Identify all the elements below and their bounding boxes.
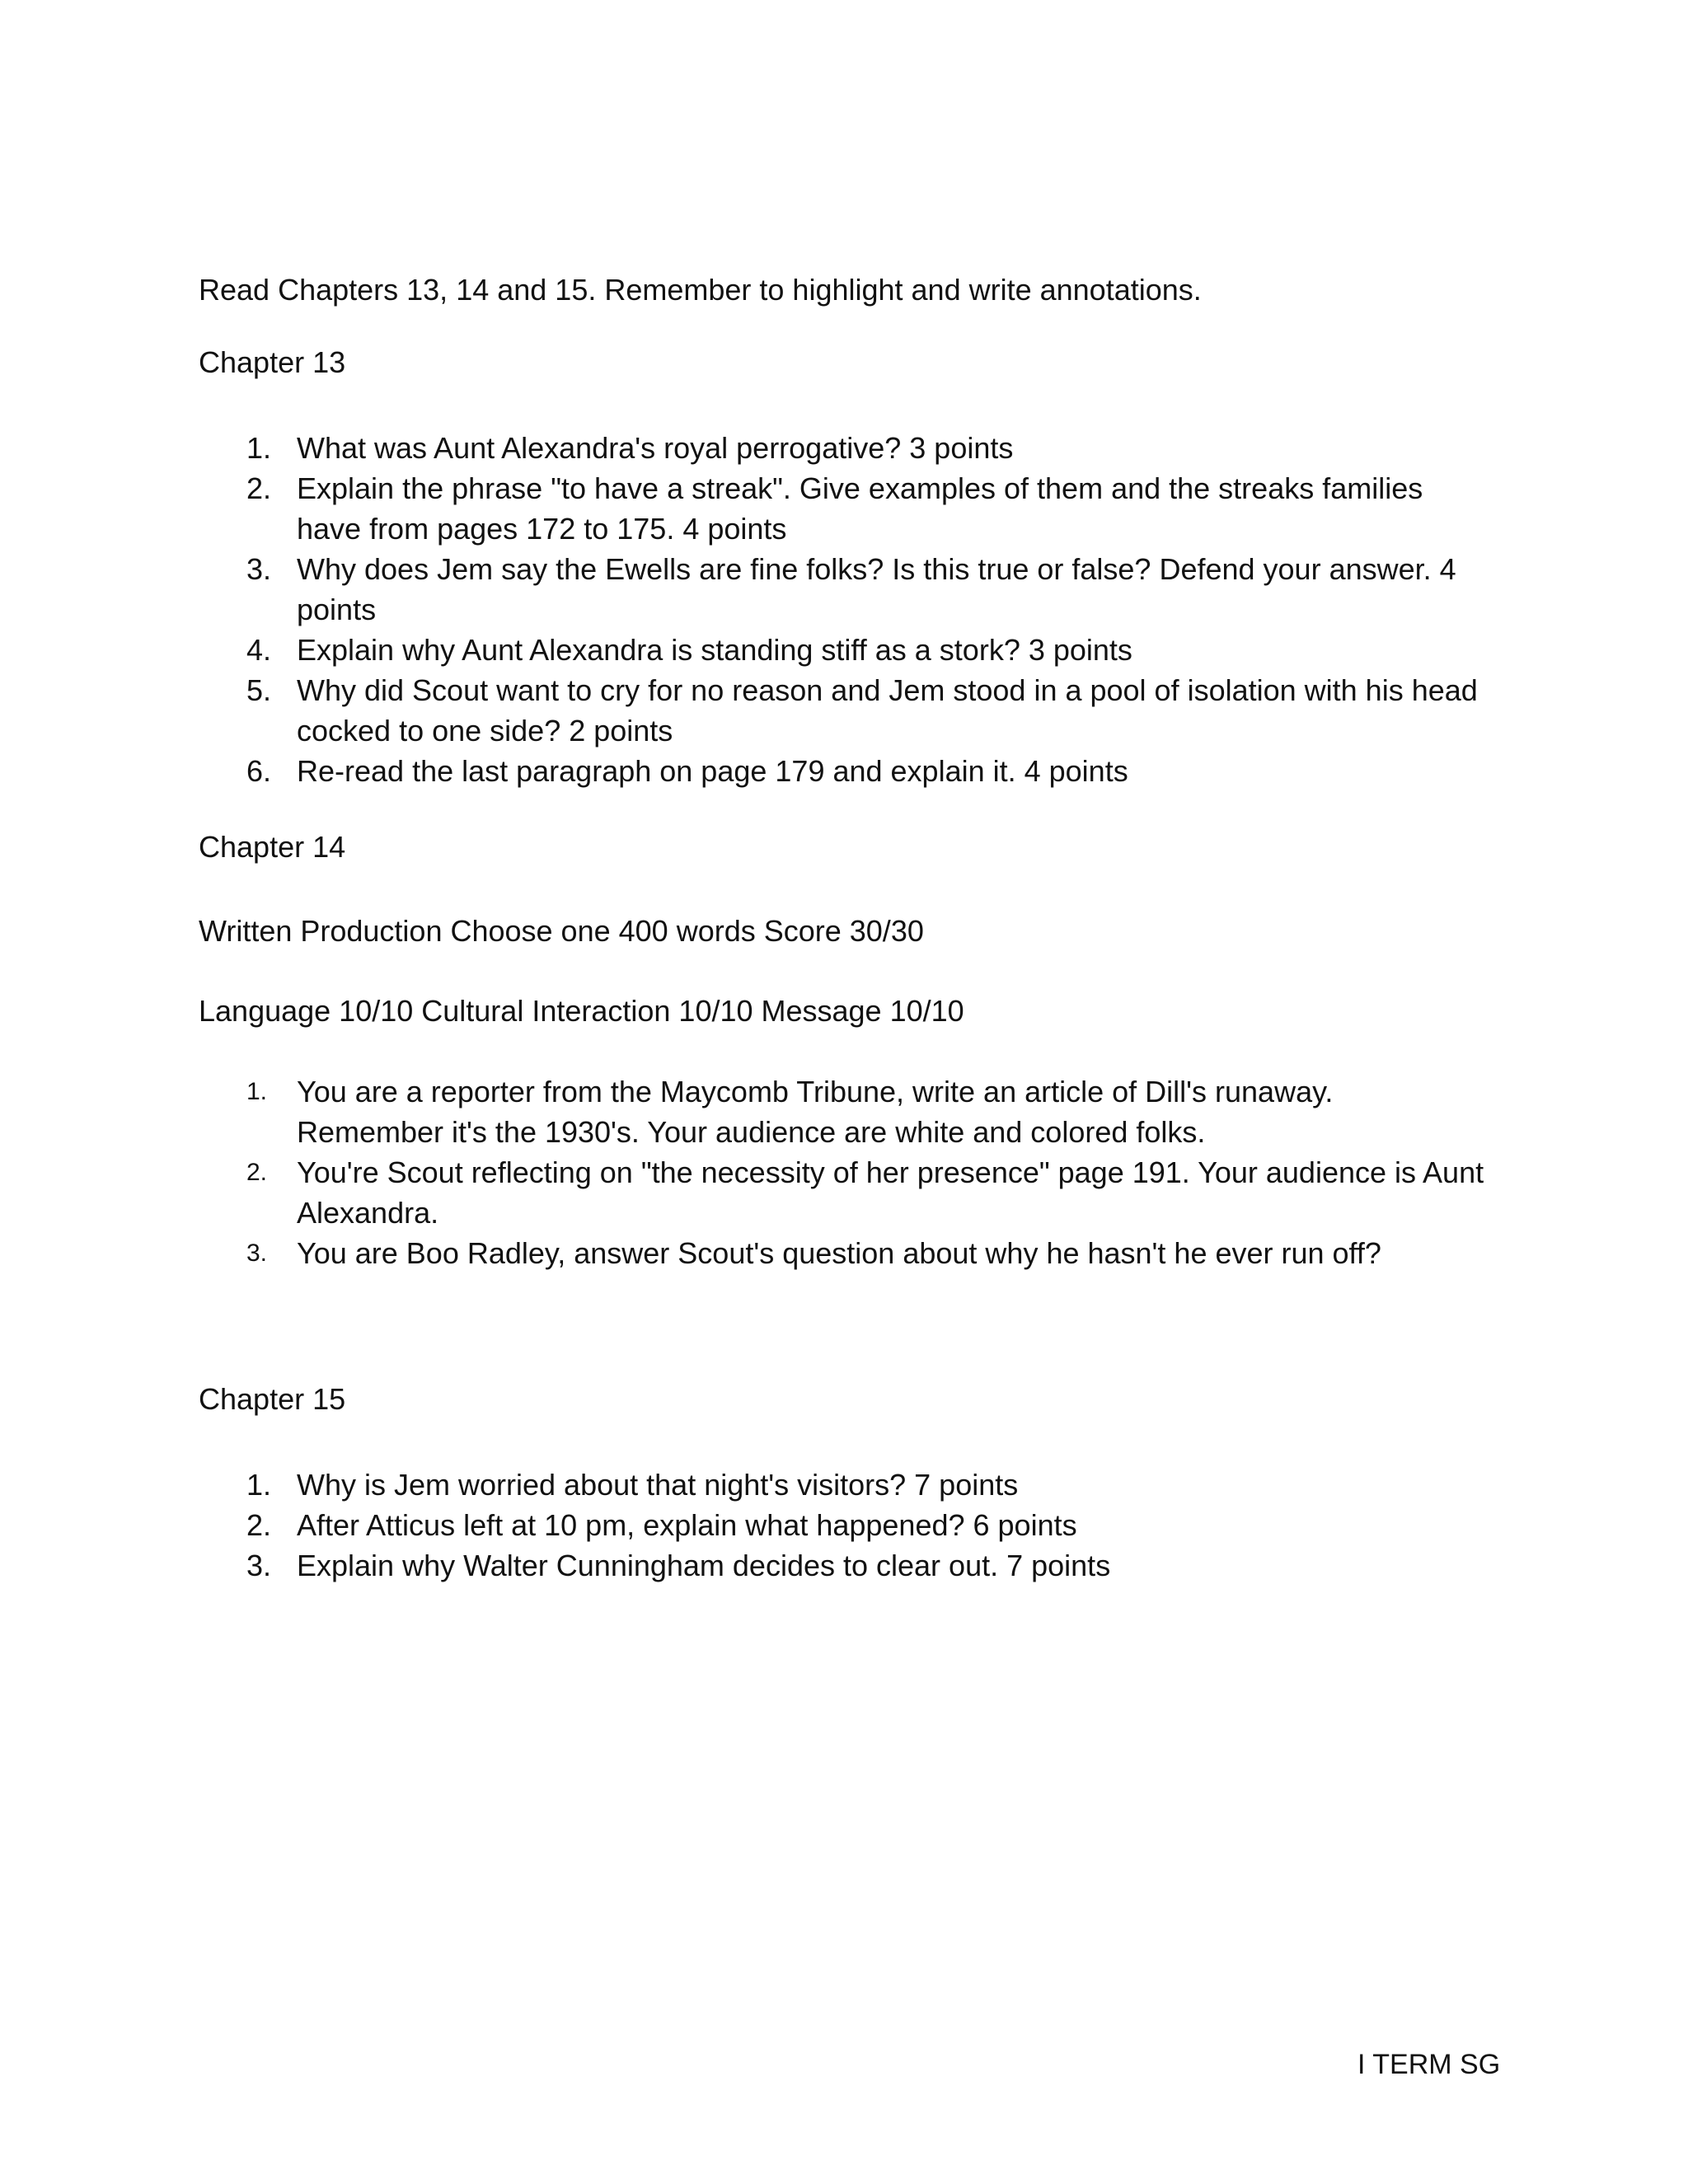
list-number: 1. (246, 1078, 268, 1105)
list-item (199, 468, 1484, 549)
chapter-15-questions (199, 1465, 1484, 1586)
rubric-text: Language 10/10 Cultural Interaction 10/10 Message 10/10 (199, 994, 964, 1028)
list-item (199, 1233, 1484, 1273)
list-item (199, 549, 1484, 630)
list-number: 6. (246, 754, 272, 788)
chapter-15-heading: Chapter 15 (199, 1382, 346, 1416)
list-item (199, 751, 1484, 791)
list-item-text: Why does Jem say the Ewells are fine folks? Is this true or false? Defend your answer. 4 points (297, 552, 1456, 626)
list-item-text: Explain the phrase "to have a streak". Give examples of them and the streaks families have from pages 172 to 175. 4 points (297, 471, 1423, 546)
list-number: 1. (246, 1468, 272, 1502)
chapter-14-heading: Chapter 14 (199, 830, 346, 864)
list-number: 2. (246, 1159, 268, 1186)
list-item (199, 1545, 1484, 1586)
list-item-text: Explain why Walter Cunningham decides to clear out. 7 points (297, 1549, 1111, 1582)
list-item-text: Why is Jem worried about that night's visitors? 7 points (297, 1468, 1019, 1502)
list-item (199, 1505, 1484, 1545)
list-item-text: You are Boo Radley, answer Scout's question about why he hasn't he ever run off? (297, 1236, 1381, 1270)
chapter-13-heading: Chapter 13 (199, 345, 346, 379)
list-item-text: What was Aunt Alexandra's royal perrogative? 3 points (297, 431, 1014, 465)
chapter-13-questions (199, 428, 1484, 791)
list-number: 3. (246, 552, 272, 586)
list-number: 1. (246, 431, 272, 465)
list-item (199, 1152, 1484, 1233)
footer-label: I TERM SG (1357, 2049, 1501, 2080)
list-item-text: Re-read the last paragraph on page 179 and explain it. 4 points (297, 754, 1128, 788)
list-number: 3. (246, 1549, 272, 1582)
list-item (199, 630, 1484, 670)
written-production-text: Written Production Choose one 400 words Score 30/30 (199, 914, 924, 948)
list-item (199, 1465, 1484, 1505)
list-item-text: You're Scout reflecting on "the necessity of her presence" page 191. Your audience is Aunt Alexandra. (297, 1155, 1484, 1230)
list-item (199, 1071, 1484, 1152)
list-number: 5. (246, 673, 272, 707)
intro-text: Read Chapters 13, 14 and 15. Remember to highlight and write annotations. (199, 273, 1202, 307)
list-number: 2. (246, 1508, 272, 1542)
list-item-text: Explain why Aunt Alexandra is standing stiff as a stork? 3 points (297, 633, 1132, 667)
list-item (199, 428, 1484, 468)
list-number: 4. (246, 633, 272, 667)
list-item (199, 670, 1484, 751)
list-item-text: You are a reporter from the Maycomb Tribune, write an article of Dill's runaway. Remember it's the 1930's. Your audience are white and colored folks. (297, 1075, 1334, 1149)
list-number: 2. (246, 471, 272, 505)
list-item-text: After Atticus left at 10 pm, explain what happened? 6 points (297, 1508, 1077, 1542)
chapter-14-prompts (199, 1071, 1484, 1273)
list-item-text: Why did Scout want to cry for no reason and Jem stood in a pool of isolation with his head cocked to one side? 2 points (297, 673, 1478, 748)
list-number: 3. (246, 1240, 268, 1267)
